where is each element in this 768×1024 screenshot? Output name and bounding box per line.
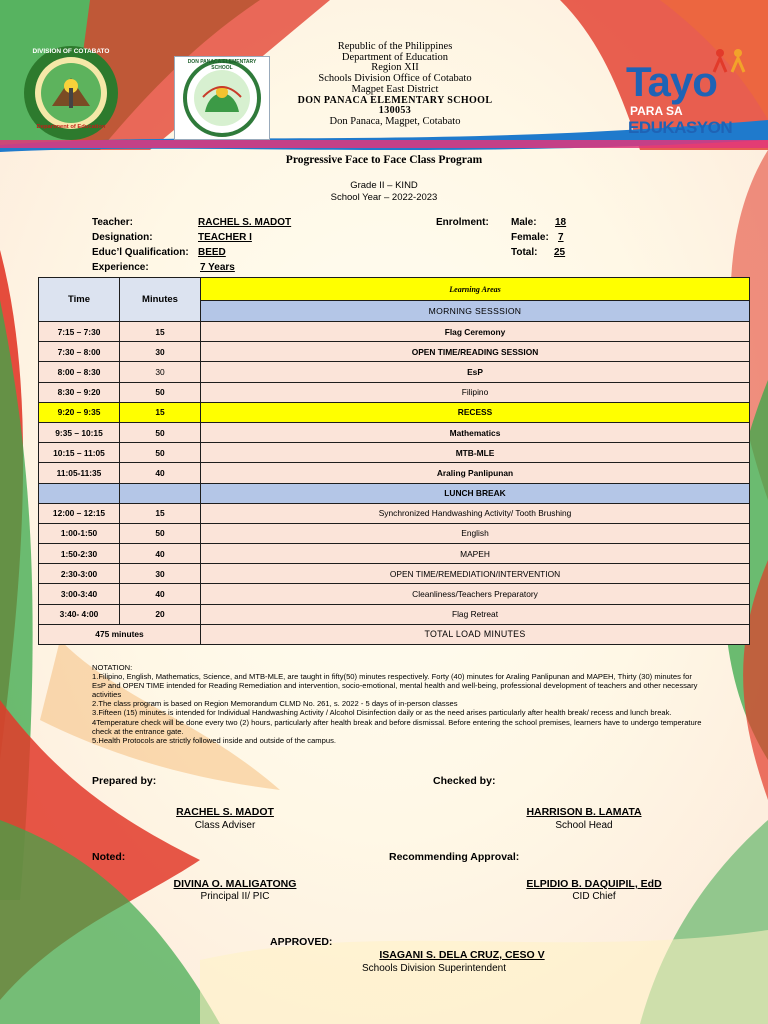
experience-value: 7 Years [200,262,235,273]
minutes-cell: 50 [120,382,201,402]
recommending-name: ELPIDIO B. DAQUIPIL, EdD [526,878,662,890]
teacher-value: RACHEL S. MADOT [198,217,292,228]
time-cell: 2:30-3:00 [39,564,120,584]
schedule-row [39,463,750,483]
learning-area-cell: MAPEH [201,544,750,564]
noted-position: Principal II/ PIC [200,891,270,902]
recommending-approval-label: Recommending Approval: [389,851,520,863]
approved-position: Schools Division Superintendent [362,963,506,974]
time-cell: 1:50-2:30 [39,544,120,564]
morning-session-header: MORNING SESSSION [201,301,750,322]
prepared-by-position: Class Adviser [194,820,256,831]
notation-item-3: 3.Fifteen (15) minutes is intended for Individual Handwashing Activity / Alcohol Disinfection daily or as the need arises particularly after health break/ recess and lunch break. [92,708,672,718]
notation-block [92,663,704,745]
time-cell: 7:30 – 8:00 [39,342,120,362]
schedule-row [39,342,750,362]
col-header-time: Time [39,278,120,322]
school-seal-text: DON PANACA ELEMENTARY SCHOOL [187,59,257,71]
notation-item-4: 4Temperature check will be done every two (2) hours, particularly after health break and before dismissal. Before entering the school premises, learners have to undergo temperature check at the entrance gate. [92,717,702,736]
learning-area-cell: OPEN TIME/READING SESSION [201,342,750,362]
minutes-cell [120,483,201,503]
schedule-row [39,382,750,402]
minutes-cell: 15 [120,322,201,342]
minutes-cell: 40 [120,584,201,604]
designation-value: TEACHER I [198,232,252,243]
schedule-row [39,503,750,523]
minutes-cell: 20 [120,604,201,624]
school-name: DON PANACA ELEMENTARY SCHOOL [297,94,493,106]
schedule-row [39,322,750,342]
learning-area-cell: Flag Retreat [201,604,750,624]
notation-item-5: 5.Health Protocols are strictly followed inside and outside of the campus. [92,735,336,745]
time-cell: 1:00-1:50 [39,523,120,543]
time-cell: 3:40- 4:00 [39,604,120,624]
learning-area-cell: Synchronized Handwashing Activity/ Tooth Brushing [201,503,750,523]
experience-label: Experience: [92,262,149,273]
schedule-row [39,584,750,604]
notation-heading: NOTATION: [92,663,133,672]
total-load-label: TOTAL LOAD MINUTES [201,624,750,644]
schedule-row [39,544,750,564]
people-figure-icon [712,48,746,74]
notation-item-2: 2.The class program is based on Region Memorandum CLMD No. 261, s. 2022 - 5 days of in-person classes [92,699,458,709]
designation-label: Designation: [92,232,153,243]
grade-level: Grade II – KIND [350,180,418,191]
notation-item-1: 1.Filipino, English, Mathematics, Science, and MTB-MLE, are taught in fifty(50) minutes respectively. Forty (40) minutes for Araling Panlipunan and MAPEH, Thirty (30) minutes for EsP and OPEN TIME intended for Reading Remediation and intervention, socio-emotional, mental health and well-being, professional development of teachers and other necessary activities [92,672,698,700]
deped-logo-text: Department of Education [36,124,106,130]
female-label: Female: [511,232,549,243]
minutes-cell: 30 [120,342,201,362]
prepared-by-name: RACHEL S. MADOT [176,806,274,818]
learning-area-cell: MTB-MLE [201,443,750,463]
school-address: Don Panaca, Magpet, Cotabato [329,115,461,127]
prepared-by-label: Prepared by: [92,775,157,787]
approved-label: APPROVED: [270,936,333,948]
school-year: School Year – 2022-2023 [330,192,438,203]
lunch-break-row [39,483,750,503]
school-id: 130053 [378,105,412,117]
learning-area-cell: Cleanliness/Teachers Preparatory [201,584,750,604]
schedule-row [39,402,750,422]
class-program-table [38,277,750,645]
col-header-learning-areas: Learning Areas [201,278,750,301]
time-cell: 9:35 – 10:15 [39,422,120,442]
header-line-1: Republic of the Philippines [337,41,453,52]
header-line-5: Magpet East District [351,83,439,95]
schedule-row [39,523,750,543]
recommending-position: CID Chief [572,891,616,902]
educ-value: BEED [198,247,226,258]
schedule-row [39,564,750,584]
division-logo [22,44,120,142]
minutes-cell: 40 [120,544,201,564]
learning-area-cell: OPEN TIME/REMEDIATION/INTERVENTION [201,564,750,584]
educ-label: Educ’l Qualification: [92,247,189,258]
schedule-row [39,362,750,382]
minutes-cell: 40 [120,463,201,483]
tayo-para-sa-edukasyon-logo [620,40,760,140]
time-cell: 9:20 – 9:35 [39,402,120,422]
checked-by-position: School Head [555,820,613,831]
edukasyon-text: EDUKASYON [628,118,733,137]
tayo-text: Tayo [626,58,717,105]
minutes-cell: 15 [120,503,201,523]
teacher-label: Teacher: [92,217,133,228]
checked-by-label: Checked by: [433,775,496,787]
minutes-cell: 30 [120,564,201,584]
time-cell: 3:00-3:40 [39,584,120,604]
time-cell: 8:00 – 8:30 [39,362,120,382]
learning-area-cell: Filipino [201,382,750,402]
checked-by-name: HARRISON B. LAMATA [526,806,642,818]
total-label: Total: [511,247,538,258]
male-value: 18 [555,217,567,228]
schedule-row [39,422,750,442]
time-cell: 7:15 – 7:30 [39,322,120,342]
minutes-cell: 50 [120,443,201,463]
header-line-2: Department of Education [341,51,449,63]
time-cell: 12:00 – 12:15 [39,503,120,523]
learning-area-cell: Araling Panlipunan [201,463,750,483]
approved-name: ISAGANI S. DELA CRUZ, CESO V [379,949,545,961]
time-cell: 8:30 – 9:20 [39,382,120,402]
learning-area-cell: RECESS [201,402,750,422]
noted-label: Noted: [92,851,126,863]
header-line-3: Region XII [371,62,419,74]
schedule-row [39,443,750,463]
enrolment-label: Enrolment: [436,217,489,228]
total-minutes: 475 minutes [39,624,201,644]
time-cell: 10:15 – 11:05 [39,443,120,463]
document-title: Progressive Face to Face Class Program [285,154,483,166]
time-cell: 11:05-11:35 [39,463,120,483]
col-header-minutes: Minutes [120,278,201,322]
minutes-cell: 15 [120,402,201,422]
female-value: 7 [558,232,564,243]
para-sa-text: PARA SA [630,104,683,118]
minutes-cell: 50 [120,422,201,442]
learning-area-cell: Mathematics [201,422,750,442]
time-cell [39,483,120,503]
total-row [39,624,750,644]
schedule-row [39,604,750,624]
total-value: 25 [554,247,566,258]
learning-area-cell: Flag Ceremony [201,322,750,342]
minutes-cell: 50 [120,523,201,543]
male-label: Male: [511,217,537,228]
letterhead [200,42,590,128]
minutes-cell: 30 [120,362,201,382]
learning-area-cell: EsP [201,362,750,382]
noted-name: DIVINA O. MALIGATONG [173,878,297,890]
header-line-4: Schools Division Office of Cotabato [318,73,472,85]
division-logo-text: DIVISION OF COTABATO [32,48,110,55]
lunch-break-label: LUNCH BREAK [201,483,750,503]
learning-area-cell: English [201,523,750,543]
